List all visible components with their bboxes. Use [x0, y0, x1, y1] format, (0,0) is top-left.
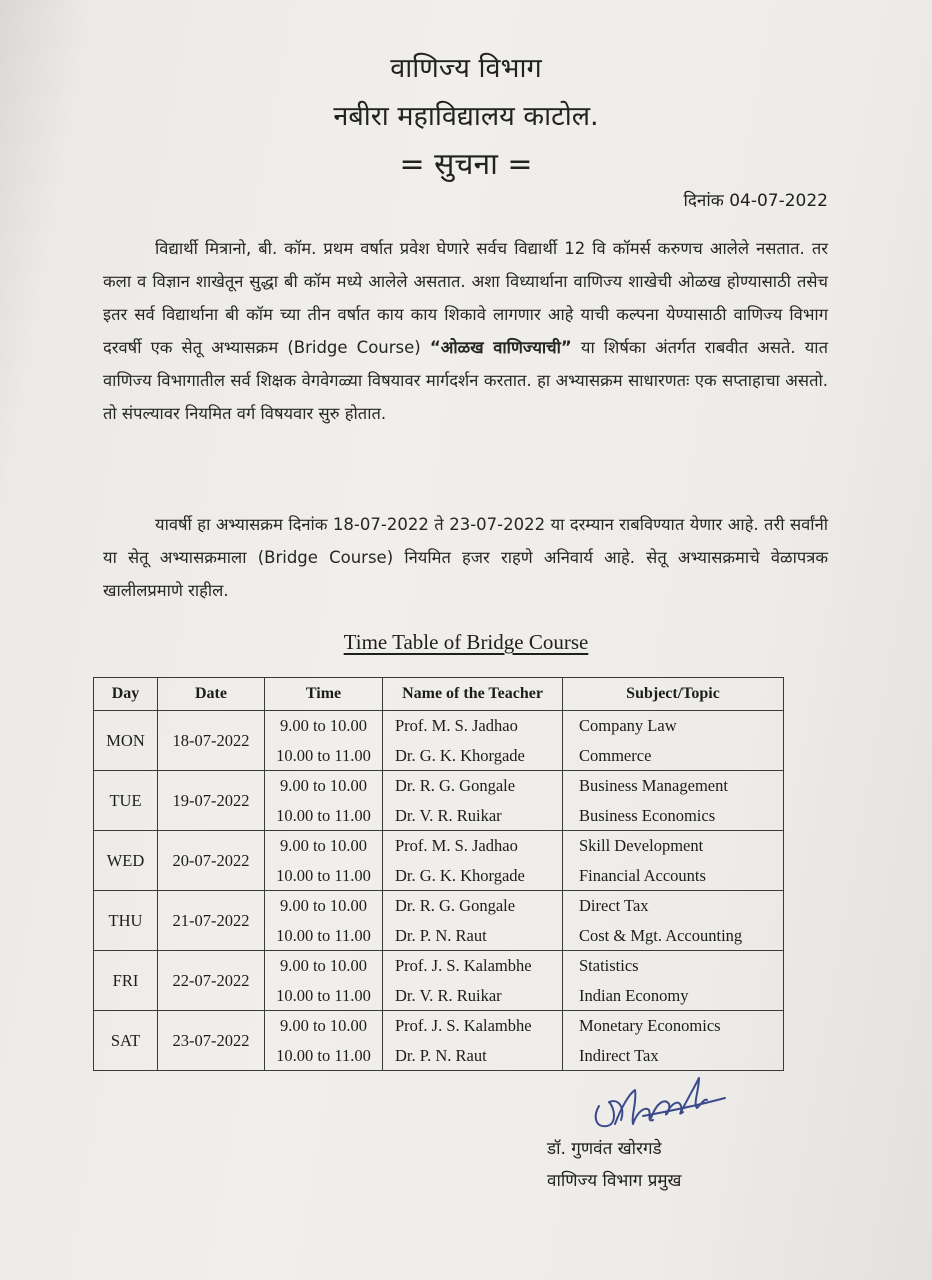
time-slot: 10.00 to 11.00 — [276, 985, 371, 1005]
row-day: SAT — [94, 1011, 158, 1071]
row-day: THU — [94, 891, 158, 951]
subject-name: Commerce — [579, 745, 652, 765]
teacher-name: Prof. J. S. Kalambhe — [395, 1016, 532, 1035]
subject-name: Financial Accounts — [579, 865, 706, 885]
intro-text-end: या शिर्षका अंतर्गत राबवीत असते. यात वाणिज्य विभागातील सर्व शिक्षक वेगवेगळ्या विषयावर मार्गदर्शन करतात. हा अभ्यासक्रम साधारणतः एक सप्ताहाचा असतो. तो संपल्यावर नियमित वर्ग विषयवार सुरु होतात. — [103, 338, 828, 423]
time-slot: 9.00 to 10.00 — [279, 896, 368, 915]
college-heading: नबीरा महाविद्यालय काटोल. — [333, 101, 599, 132]
notice-date: दिनांक 04-07-2022 — [683, 191, 828, 211]
subject-name: Cost & Mgt. Accounting — [579, 925, 743, 945]
time-slot: 9.00 to 10.00 — [279, 716, 368, 735]
timetable-title: Time Table of Bridge Course — [343, 630, 589, 654]
row-teachers — [383, 1011, 563, 1071]
schedule-paragraph: यावर्षी हा अभ्यासक्रम दिनांक 18-07-2022 ते 23-07-2022 या दरम्यान राबविण्यात येणार आहे. तरी सर्वांनी या सेतू अभ्यासक्रमाला (Bridge Course) नियमित हजर राहणे अनिवार्य आहे. सेतू अभ्यासक्रमाचे वेळापत्रक खालीलप्रमाणे राहील. — [103, 515, 828, 600]
row-times — [265, 951, 383, 1011]
row-subjects — [563, 1011, 784, 1071]
table-row — [94, 771, 784, 831]
subject-name: Indirect Tax — [579, 1045, 659, 1065]
row-date: 23-07-2022 — [158, 1011, 265, 1071]
intro-paragraph — [103, 232, 828, 430]
table-row — [94, 1011, 784, 1071]
row-day: MON — [94, 711, 158, 771]
header-day: Day — [94, 678, 158, 711]
subject-name: Direct Tax — [579, 896, 649, 915]
teacher-name: Dr. P. N. Raut — [395, 1045, 487, 1065]
time-slot: 10.00 to 11.00 — [276, 805, 371, 825]
row-day: WED — [94, 831, 158, 891]
notice-heading: = सुचना = — [399, 147, 533, 182]
row-teachers — [383, 891, 563, 951]
time-slot: 9.00 to 10.00 — [279, 956, 368, 975]
time-slot: 10.00 to 11.00 — [276, 925, 371, 945]
table-row — [94, 951, 784, 1011]
signature-ink — [596, 1078, 725, 1126]
time-slot: 9.00 to 10.00 — [279, 836, 368, 855]
teacher-name: Prof. M. S. Jadhao — [395, 716, 518, 735]
handwritten-signature — [585, 1072, 735, 1142]
row-subjects — [563, 831, 784, 891]
department-heading: वाणिज्य विभाग — [390, 53, 542, 84]
row-date: 21-07-2022 — [158, 891, 265, 951]
subject-name: Monetary Economics — [579, 1016, 721, 1035]
timetable-header-row — [94, 678, 784, 711]
row-subjects — [563, 711, 784, 771]
signatory-role: वाणिज्य विभाग प्रमुख — [547, 1171, 682, 1191]
subject-name: Statistics — [579, 956, 639, 975]
signatory-name: डॉ. गुणवंत खोरगडे — [547, 1139, 662, 1159]
table-row — [94, 831, 784, 891]
row-teachers — [383, 831, 563, 891]
row-date: 18-07-2022 — [158, 711, 265, 771]
time-slot: 10.00 to 11.00 — [276, 865, 371, 885]
teacher-name: Dr. G. K. Khorgade — [395, 745, 525, 765]
subject-name: Company Law — [579, 716, 677, 735]
time-slot: 9.00 to 10.00 — [279, 1016, 368, 1035]
row-teachers — [383, 951, 563, 1011]
teacher-name: Dr. V. R. Ruikar — [395, 805, 502, 825]
teacher-name: Dr. V. R. Ruikar — [395, 985, 502, 1005]
row-subjects — [563, 771, 784, 831]
timetable — [93, 677, 784, 1071]
table-row — [94, 891, 784, 951]
row-date: 20-07-2022 — [158, 831, 265, 891]
teacher-name: Dr. R. G. Gongale — [395, 896, 516, 915]
teacher-name: Dr. G. K. Khorgade — [395, 865, 525, 885]
row-day: TUE — [94, 771, 158, 831]
header-time: Time — [265, 678, 383, 711]
row-times — [265, 1011, 383, 1071]
subject-name: Business Management — [579, 776, 728, 795]
time-slot: 10.00 to 11.00 — [276, 745, 371, 765]
row-times — [265, 771, 383, 831]
row-subjects — [563, 951, 784, 1011]
row-times — [265, 831, 383, 891]
row-date: 19-07-2022 — [158, 771, 265, 831]
row-teachers — [383, 711, 563, 771]
row-times — [265, 891, 383, 951]
row-times — [265, 711, 383, 771]
subject-name: Business Economics — [579, 805, 716, 825]
row-date: 22-07-2022 — [158, 951, 265, 1011]
header-subject: Subject/Topic — [563, 678, 784, 711]
teacher-name: Dr. R. G. Gongale — [395, 776, 516, 795]
subject-name: Skill Development — [579, 836, 704, 855]
time-slot: 9.00 to 10.00 — [279, 776, 368, 795]
row-teachers — [383, 771, 563, 831]
header-teacher: Name of the Teacher — [383, 678, 563, 711]
time-slot: 10.00 to 11.00 — [276, 1045, 371, 1065]
row-subjects — [563, 891, 784, 951]
table-row — [94, 711, 784, 771]
subject-name: Indian Economy — [579, 985, 689, 1005]
teacher-name: Prof. J. S. Kalambhe — [395, 956, 532, 975]
teacher-name: Prof. M. S. Jadhao — [395, 836, 518, 855]
row-day: FRI — [94, 951, 158, 1011]
teacher-name: Dr. P. N. Raut — [395, 925, 487, 945]
course-name-bold: “ओळख वाणिज्याची” — [429, 338, 572, 357]
intro-text-start: विद्यार्थी मित्रानो, बी. कॉम. प्रथम वर्षात प्रवेश घेणारे सर्वच विद्यार्थी 12 वि कॉमर्स करुणच आलेले नसतात. तर कला व विज्ञान शाखेतून सुद्धा बी कॉम मध्ये आलेले असतात. अशा विध्यार्थाना वाणिज्य शाखेची ओळख होण्यासाठी तसेच इतर सर्व विद्यार्थाना बी कॉम च्या तीन वर्षात काय काय शिकावे लागणार आहे याची कल्पना येण्यासाठी वाणिज्य विभाग दरवर्षी एक सेतू अभ्यासक्रम (Bridge Course) — [103, 239, 828, 357]
header-date: Date — [158, 678, 265, 711]
